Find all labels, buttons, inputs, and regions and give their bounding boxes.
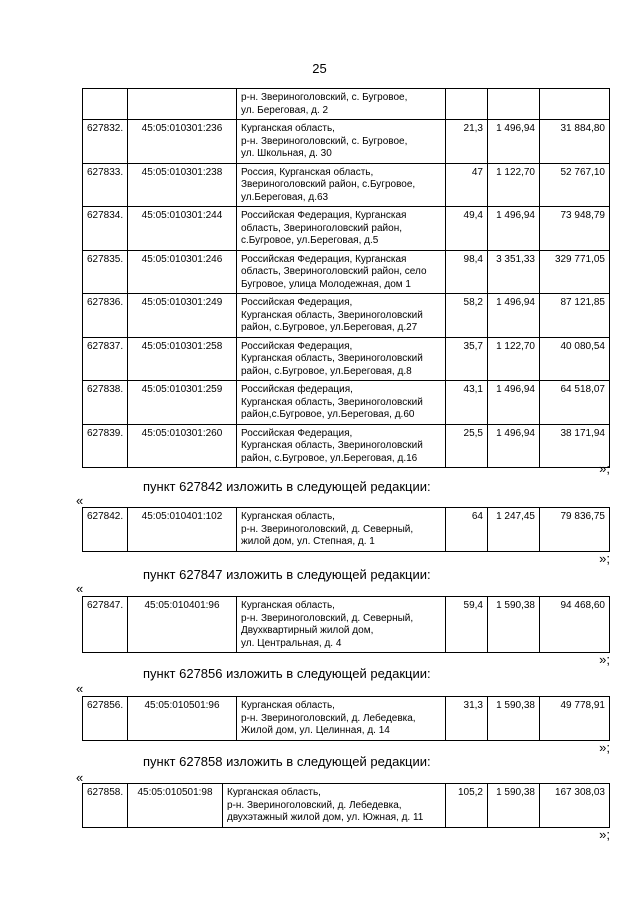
cadastral-number-cell: 45:05:010401:96 <box>128 597 237 653</box>
cadastral-value-cell: 52 767,10 <box>540 163 610 207</box>
rate-cell: 1 122,70 <box>488 163 540 207</box>
area-cell: 43,1 <box>446 381 488 425</box>
area-cell: 58,2 <box>446 294 488 338</box>
area-cell: 98,4 <box>446 250 488 294</box>
address-cell <box>237 250 446 294</box>
address-line: ул.Береговая, д.63 <box>241 191 329 203</box>
address-cell <box>237 207 446 251</box>
table-row <box>83 697 610 741</box>
area-cell: 59,4 <box>446 597 488 653</box>
address-line: р-н. Звериноголовский, д. Северный, <box>241 523 414 535</box>
address-line: ул. Центральная, д. 4 <box>241 637 342 649</box>
table-row <box>83 424 610 468</box>
address-line: Курганская область, Звериноголовский <box>241 440 423 451</box>
row-number-cell: 627847. <box>83 597 128 653</box>
address-line: Звериноголовский район, с.Бугровое, <box>241 179 416 190</box>
address-line: Российская Федерация, Курганская <box>241 253 407 265</box>
address-line: Россия, Курганская область, <box>241 166 374 178</box>
cadastral-number-cell: 45:05:010301:244 <box>128 207 237 251</box>
cadastral-value-cell: 73 948,79 <box>540 207 610 251</box>
amendment-instruction-627856: пункт 627856 изложить в следующей редакции: <box>143 666 431 681</box>
rate-cell: 1 590,38 <box>488 784 540 828</box>
cadastral-number-cell: 45:05:010301:249 <box>128 294 237 338</box>
address-line: Бугровое, улица Молодежная, дом 1 <box>241 278 411 290</box>
address-line: Курганская область, <box>241 123 335 134</box>
address-cell <box>237 89 446 120</box>
address-line: Курганская область, <box>241 511 335 522</box>
address-line: район,с.Бугровое, ул.Береговая, д.60 <box>241 409 415 420</box>
area-cell: 49,4 <box>446 207 488 251</box>
rate-cell: 1 496,94 <box>488 207 540 251</box>
opening-quote: « <box>76 770 84 785</box>
address-line: двухэтажный жилой дом, ул. Южная, д. 11 <box>227 812 424 823</box>
table-row <box>83 381 610 425</box>
rate-cell <box>488 89 540 120</box>
address-line: Курганская область, <box>241 700 335 711</box>
area-cell: 64 <box>446 508 488 552</box>
row-number-cell: 627842. <box>83 508 128 552</box>
area-cell: 31,3 <box>446 697 488 741</box>
rate-cell: 1 122,70 <box>488 337 540 381</box>
rate-cell: 1 496,94 <box>488 120 540 164</box>
cadastral-value-cell: 167 308,03 <box>540 784 610 828</box>
table-row <box>83 163 610 207</box>
address-line: р-н. Звериноголовский, с. Бугровое, <box>241 135 408 147</box>
closing-quote: »; <box>599 652 610 667</box>
table-row <box>83 337 610 381</box>
address-cell <box>237 120 446 164</box>
table-row <box>83 250 610 294</box>
address-cell <box>237 424 446 468</box>
row-number-cell: 627834. <box>83 207 128 251</box>
address-cell <box>237 697 446 741</box>
rate-cell: 3 351,33 <box>488 250 540 294</box>
row-number-cell: 627833. <box>83 163 128 207</box>
cadastral-value-cell: 64 518,07 <box>540 381 610 425</box>
rate-cell: 1 496,94 <box>488 381 540 425</box>
cadastral-value-cell <box>540 89 610 120</box>
cadastral-value-cell: 40 080,54 <box>540 337 610 381</box>
amendment-instruction-627847: пункт 627847 изложить в следующей редакции: <box>143 567 431 582</box>
table-row <box>83 784 610 828</box>
address-cell <box>237 294 446 338</box>
table-row <box>83 207 610 251</box>
address-line: область, Звериноголовский район, <box>241 222 402 234</box>
table-row <box>83 120 610 164</box>
amendment-table-627856 <box>82 696 610 741</box>
closing-quote: »; <box>599 740 610 755</box>
cadastral-value-cell: 31 884,80 <box>540 120 610 164</box>
rate-cell: 1 496,94 <box>488 424 540 468</box>
row-number-cell: 627835. <box>83 250 128 294</box>
table-row <box>83 89 610 120</box>
address-line: с.Бугровое, ул.Береговая, д.5 <box>241 235 379 246</box>
cadastral-number-cell: 45:05:010301:259 <box>128 381 237 425</box>
row-number-cell: 627837. <box>83 337 128 381</box>
address-cell <box>237 597 446 653</box>
amendment-table-627858 <box>82 783 610 828</box>
page-number: 25 <box>312 61 327 76</box>
cadastral-value-cell: 49 778,91 <box>540 697 610 741</box>
address-cell <box>237 508 446 552</box>
address-cell <box>237 337 446 381</box>
cadastral-number-cell <box>128 89 237 120</box>
address-line: Жилой дом, ул. Целинная, д. 14 <box>241 725 390 736</box>
cadastral-value-cell: 79 836,75 <box>540 508 610 552</box>
table-row <box>83 597 610 653</box>
cadastral-number-cell: 45:05:010401:102 <box>128 508 237 552</box>
closing-quote: »; <box>599 551 610 566</box>
closing-quote: »; <box>599 827 610 842</box>
row-number-cell: 627839. <box>83 424 128 468</box>
cadastral-value-cell: 87 121,85 <box>540 294 610 338</box>
address-line: ул. Школьная, д. 30 <box>241 148 332 159</box>
rate-cell: 1 590,38 <box>488 597 540 653</box>
address-line: область, Звериноголовский район, село <box>241 266 427 277</box>
table-row <box>83 294 610 338</box>
row-number-cell: 627838. <box>83 381 128 425</box>
rate-cell: 1 496,94 <box>488 294 540 338</box>
rate-cell: 1 247,45 <box>488 508 540 552</box>
cadastral-number-cell: 45:05:010501:98 <box>128 784 223 828</box>
opening-quote: « <box>76 493 84 508</box>
cadastral-number-cell: 45:05:010301:236 <box>128 120 237 164</box>
area-cell: 47 <box>446 163 488 207</box>
area-cell: 105,2 <box>446 784 488 828</box>
cadastral-number-cell: 45:05:010301:238 <box>128 163 237 207</box>
address-line: р-н. Звериноголовский, д. Лебедевка, <box>227 799 402 811</box>
address-line: район, с.Бугровое, ул.Береговая, д.8 <box>241 365 412 377</box>
address-cell <box>237 163 446 207</box>
address-line: Курганская область, <box>241 600 335 611</box>
amendment-table-627847 <box>82 596 610 653</box>
area-cell: 21,3 <box>446 120 488 164</box>
row-number-cell: 627836. <box>83 294 128 338</box>
address-line: Курганская область, Звериноголовский <box>241 309 423 321</box>
row-number-cell <box>83 89 128 120</box>
address-line: жилой дом, ул. Степная, д. 1 <box>241 536 375 547</box>
row-number-cell: 627832. <box>83 120 128 164</box>
address-line: Российская Федерация, <box>241 427 353 439</box>
address-line: Российская Федерация, <box>241 340 353 352</box>
address-line: Российская федерация, <box>241 384 353 395</box>
cadastral-number-cell: 45:05:010301:246 <box>128 250 237 294</box>
amendment-instruction-627842: пункт 627842 изложить в следующей редакции: <box>143 479 431 494</box>
area-cell <box>446 89 488 120</box>
area-cell: 35,7 <box>446 337 488 381</box>
cadastral-value-cell: 329 771,05 <box>540 250 610 294</box>
address-line: Российская Федерация, Курганская <box>241 210 407 221</box>
address-line: район, с.Бугровое, ул.Береговая, д.27 <box>241 322 418 333</box>
address-line: Российская Федерация, <box>241 297 353 308</box>
opening-quote: « <box>76 681 84 696</box>
cadastral-number-cell: 45:05:010301:258 <box>128 337 237 381</box>
cadastral-value-cell: 38 171,94 <box>540 424 610 468</box>
address-line: район, с.Бугровое, ул.Береговая, д.16 <box>241 452 418 464</box>
amendment-table-627842 <box>82 507 610 552</box>
address-line: р-н. Звериноголовский, д. Лебедевка, <box>241 712 416 724</box>
row-number-cell: 627856. <box>83 697 128 741</box>
address-line: р-н. Звериноголовский, д. Северный, <box>241 612 414 624</box>
table-row <box>83 508 610 552</box>
cadastral-number-cell: 45:05:010501:96 <box>128 697 237 741</box>
address-line: Курганская область, Звериноголовский <box>241 396 423 408</box>
closing-quote: »; <box>599 461 610 476</box>
address-line: р-н. Звериноголовский, с. Бугровое, <box>241 92 408 103</box>
opening-quote: « <box>76 581 84 596</box>
cadastral-value-cell: 94 468,60 <box>540 597 610 653</box>
amendment-instruction-627858: пункт 627858 изложить в следующей редакции: <box>143 754 431 769</box>
area-cell: 25,5 <box>446 424 488 468</box>
address-line: ул. Береговая, д. 2 <box>241 104 329 116</box>
address-line: Двухквартирный жилой дом, <box>241 625 374 636</box>
address-line: Курганская область, <box>227 787 321 798</box>
address-line: Курганская область, Звериноголовский <box>241 353 423 364</box>
main-table <box>82 88 610 468</box>
cadastral-number-cell: 45:05:010301:260 <box>128 424 237 468</box>
rate-cell: 1 590,38 <box>488 697 540 741</box>
address-cell <box>237 381 446 425</box>
address-cell <box>223 784 446 828</box>
row-number-cell: 627858. <box>83 784 128 828</box>
